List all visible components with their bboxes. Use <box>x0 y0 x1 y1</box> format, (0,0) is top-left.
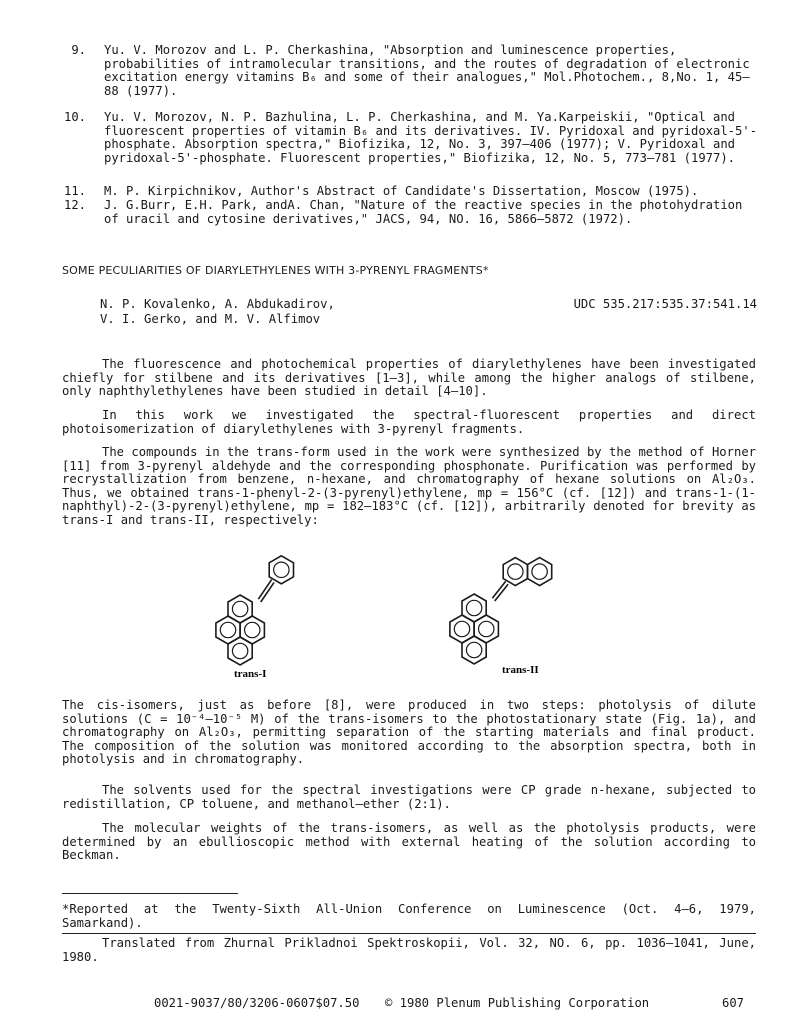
paragraph-cis-isomers: The cis-isomers, just as before [8], were produced in two steps: photolysis of dilute solutions (C = 10⁻⁴–10⁻⁵ M) of the trans-isomers to the photostationary state (Fig. 1a), and chromatography on Al₂O₃, permitting separation of the starting materials and final product. The composition of the solution was monitored according to the absorption spectra, both in photolysis and in chromatography. <box>62 698 756 767</box>
aromatic-ring-circle <box>232 601 247 616</box>
udc-code: UDC 535.217:535.37:541.14 <box>573 297 757 311</box>
reference-number: 11. <box>63 184 86 198</box>
authors-line-1: N. P. Kovalenko, A. Abdukadirov, <box>100 297 335 311</box>
footer-copyright: © 1980 Plenum Publishing Corporation <box>385 996 650 1010</box>
footnote-conference: *Reported at the Twenty-Sixth All-Union Conference on Luminescence (Oct. 4–6, 1979, Samarkand). <box>62 902 756 930</box>
pyrene-ring <box>228 595 252 623</box>
reference-number: 9. <box>71 43 86 57</box>
naphthyl-ring <box>503 558 527 586</box>
aromatic-ring-circle <box>466 642 481 657</box>
reference-number: 12. <box>63 198 86 212</box>
aromatic-ring-circle <box>274 562 289 577</box>
aromatic-ring-circle <box>479 621 494 636</box>
footnote-translation: Translated from Zhurnal Prikladnoi Spektroskopii, Vol. 32, NO. 6, pp. 1036–1041, June, 1980. <box>62 936 756 964</box>
aromatic-ring-circle <box>532 564 547 579</box>
naphthyl-ring <box>528 558 552 586</box>
pyrene-ring <box>462 594 486 622</box>
reference-text: M. P. Kirpichnikov, Author's Abstract of Candidate's Dissertation, Moscow (1975). <box>104 184 699 198</box>
pyrene-ring <box>462 636 486 664</box>
authors-line-2: V. I. Gerko, and M. V. Alfimov <box>100 312 321 326</box>
reference-text: J. G.Burr, E.H. Park, andA. Chan, "Nature of the reactive species in the photohydration of uracil and cytosine derivatives," JACS, 94, NO. 16, 5866–5872 (1972). <box>104 198 743 226</box>
translation-rule <box>62 933 756 934</box>
paragraph-synthesis: The compounds in the trans-form used in the work were synthesized by the method of Horner [11] from 3-pyrenyl aldehyde and the corresponding phosphonate. Purification was performed by recrystallization from benzene, n-hexane, and chromatography of hexane solutions on Al₂O₃. Thus, we obtained trans-1-phenyl-2-(3-pyrenyl)ethylene, mp = 156°C (cf. [12]) and trans-1-(1-naphthyl)-2-(3-pyrenyl)ethylene, mp = 182–183°C (cf. [12]), arbitrarily denoted for brevity as trans-I and trans-II, respectively: <box>62 445 756 527</box>
reference-number: 10. <box>63 110 86 124</box>
aromatic-ring-circle <box>466 600 481 615</box>
aromatic-ring-circle <box>220 622 235 637</box>
molecule-drawings <box>216 556 552 665</box>
aromatic-ring-circle <box>508 564 523 579</box>
aromatic-ring-circle <box>245 622 260 637</box>
paragraph-molecular-weights: The molecular weights of the trans-isomers, as well as the photolysis products, were determined by an ebullioscopic method with external heating of the solution according to Beckman. <box>62 821 756 863</box>
paragraph-intro: The fluorescence and photochemical properties of diarylethylenes have been investigated chiefly for stilbene and its derivatives [1–3], while among the higher analogs of stilbene, only naphthylethylenes have been studied in detail [4–10]. <box>62 357 756 399</box>
aromatic-ring-circle <box>454 621 469 636</box>
footer-code: 0021-9037/80/3206-0607$07.50 <box>154 996 360 1010</box>
reference-text: Yu. V. Morozov and L. P. Cherkashina, "Absorption and luminescence properties, probabilities of intramolecular transitions, and the routes of degradation of electronic excitation energy vitamins B₆ and some of their analogues," Mol.Photochem., 8,No. 1, 45–88 (1977). <box>104 43 750 98</box>
paragraph-aim: In this work we investigated the spectral-fluorescent properties and direct photoisomerization of diarylethylenes with 3-pyrenyl fragments. <box>62 408 756 436</box>
aromatic-ring-circle <box>232 643 247 658</box>
phenyl-ring <box>269 556 293 584</box>
pyrene-ring <box>228 637 252 665</box>
reference-item <box>62 44 762 98</box>
reference-text: Yu. V. Morozov, N. P. Bazhulina, L. P. Cherkashina, and M. Ya.Karpeiskii, "Optical and fluorescent properties of vitamin B₆ and its derivatives. IV. Pyridoxal and pyridoxal-5'-phosphate. Absorption spectra," Biofizika, 12, No. 3, 397–406 (1977); V. Pyridoxal and pyridoxal-5'-phosphate. Fluorescent properties," Biofizika, 12, No. 5, 773–781 (1977). <box>104 110 758 165</box>
reference-item <box>62 185 762 199</box>
label-trans-ii: trans-II <box>502 664 539 676</box>
reference-item <box>62 111 762 165</box>
label-trans-i: trans-I <box>234 668 267 680</box>
article-title: SOME PECULIARITIES OF DIARYLETHYLENES WITH 3-PYRENYL FRAGMENTS* <box>62 264 489 277</box>
structure-figure <box>190 555 630 685</box>
footnote-rule <box>62 893 238 894</box>
reference-item <box>62 199 762 226</box>
page-number: 607 <box>722 996 745 1010</box>
paragraph-solvents: The solvents used for the spectral investigations were CP grade n-hexane, subjected to redistillation, CP toluene, and methanol–ether (2:1). <box>62 783 756 811</box>
